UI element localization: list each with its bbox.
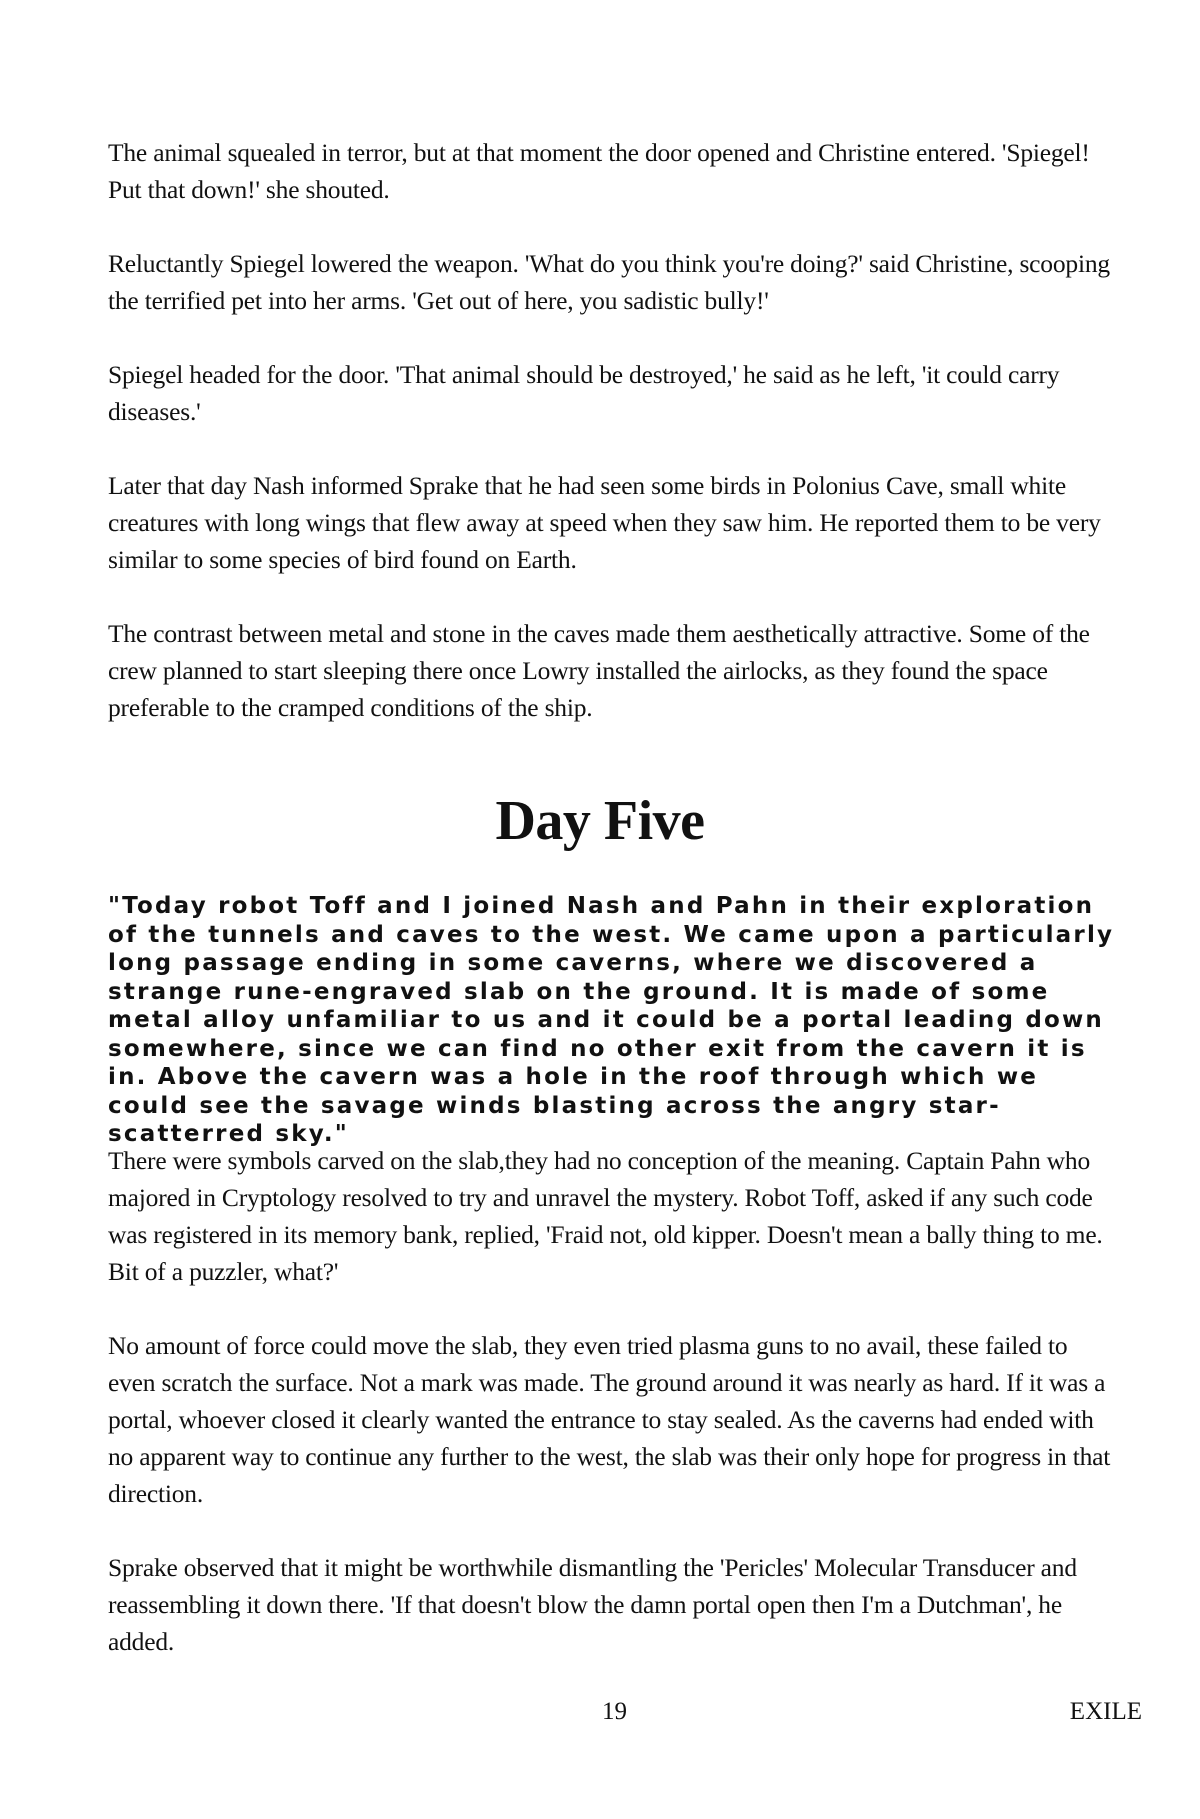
top-text-block — [108, 134, 1118, 726]
paragraph-animal-squealed: The animal squealed in terror, but at that moment the door opened and Christine entered. 'Spiegel! Put that down!' she shouted. — [108, 138, 1090, 204]
paragraph-symbols: There were symbols carved on the slab,they had no conception of the meaning. Captain Pahn who majored in Cryptology resolved to try and unravel the mystery. Robot Toff, asked if any such code was registered in its memory bank, replied, 'Fraid not, old kipper. Doesn't mean a bally thing to me. Bit of a puzzler, what?' — [108, 1146, 1103, 1286]
page-number: 19 — [602, 1698, 627, 1725]
paragraph-caves-contrast: The contrast between metal and stone in the caves made them aesthetically attractive. Some of the crew planned to start sleeping there once Lowry installed the airlocks, as they found the space preferable to the cramped conditions of the ship. — [108, 619, 1090, 722]
log-entry-quote: "Today robot Toff and I joined Nash and Pahn in their exploration of the tunnels and caves to the west. We came upon a particularly long passage ending in some caverns, where we discovered a strange rune-engraved slab on the ground. It is made of some metal alloy unfamiliar to us and it could be a portal leading down somewhere, since we can find no other exit from the cavern it is in. Above the cavern was a hole in the roof through which we could see the savage winds blasting across the angry star-scatterred sky." — [108, 893, 1115, 1147]
paragraph-spiegel-lowered: Reluctantly Spiegel lowered the weapon. 'What do you think you're doing?' said Christine, scooping the terrified pet into her arms. 'Get out of here, you sadistic bully!' — [108, 249, 1110, 315]
bottom-text-block — [108, 1142, 1118, 1660]
running-title: EXILE — [1069, 1698, 1142, 1725]
chapter-heading: Day Five — [495, 790, 705, 852]
paragraph-birds: Later that day Nash informed Sprake that he had seen some birds in Polonius Cave, small white creatures with long wings that flew away at speed when they saw him. He reported them to be very similar to some species of bird found on Earth. — [108, 471, 1101, 574]
paragraph-slab-force: No amount of force could move the slab, they even tried plasma guns to no avail, these failed to even scratch the surface. Not a mark was made. The ground around it was nearly as hard. If it was a portal, whoever closed it clearly wanted the entrance to stay sealed. As the caverns had ended with no apparent way to continue any further to the west, the slab was their only hope for progress in that direction. — [108, 1331, 1111, 1508]
paragraph-spiegel-door: Spiegel headed for the door. 'That animal should be destroyed,' he said as he left, 'it could carry diseases.' — [108, 360, 1060, 426]
paragraph-sprake: Sprake observed that it might be worthwhile dismantling the 'Pericles' Molecular Transducer and reassembling it down there. 'If that doesn't blow the damn portal open then I'm a Dutchman', he added. — [108, 1553, 1077, 1656]
